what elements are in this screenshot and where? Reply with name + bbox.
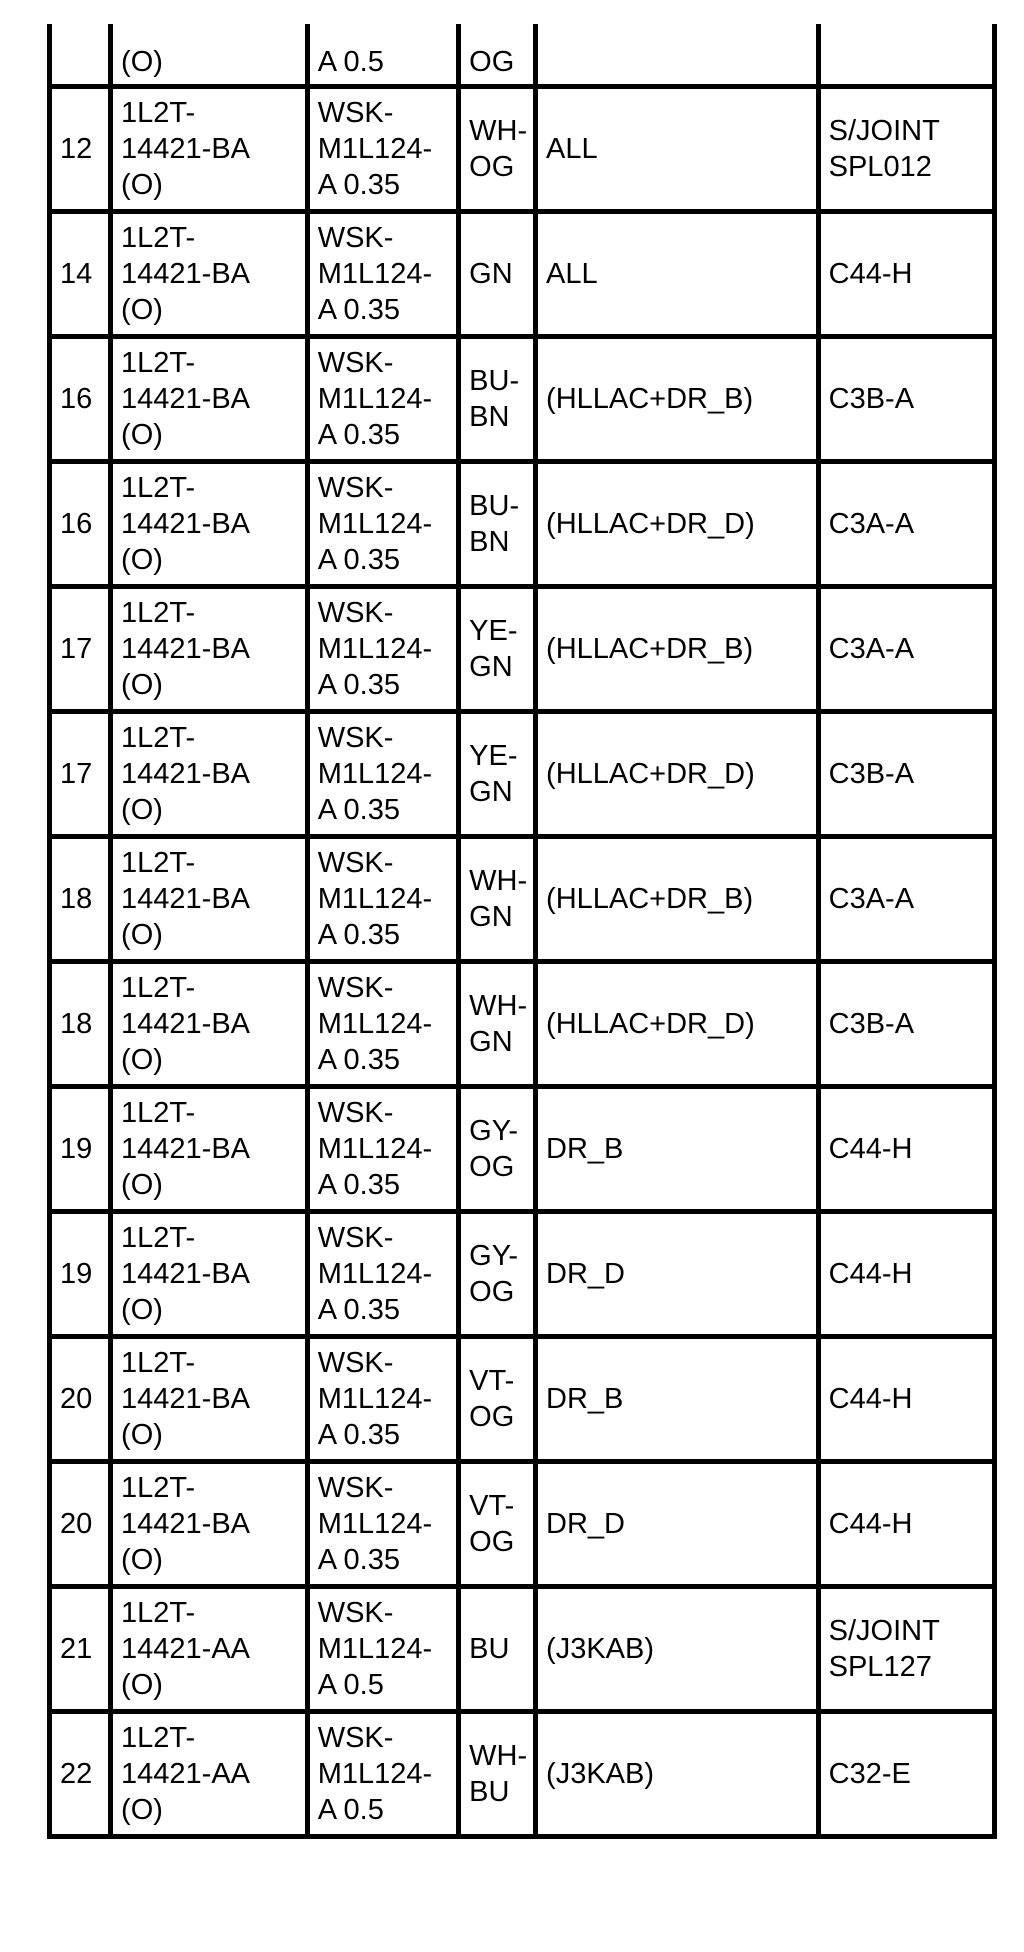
wire-spec-cell: WSK- M1L124- A 0.35	[307, 837, 458, 962]
circuit-cell: (HLLAC+DR_D)	[536, 962, 819, 1087]
destination-cell: C44-H	[818, 1337, 994, 1462]
circuit-cell: ALL	[536, 212, 819, 337]
wire-color-cell: YE- GN	[459, 712, 536, 837]
pin-cell: 12	[50, 87, 111, 212]
wire-spec-cell: WSK- M1L124- A 0.35	[307, 212, 458, 337]
table-row	[50, 712, 995, 837]
destination-cell: C32-E	[818, 1712, 994, 1837]
pin-cell: 18	[50, 837, 111, 962]
destination-cell	[818, 24, 994, 87]
table-row	[50, 87, 995, 212]
circuit-cell: (HLLAC+DR_B)	[536, 587, 819, 712]
wire-color-cell: BU- BN	[459, 462, 536, 587]
part-number-cell: 1L2T- 14421-BA (O)	[111, 212, 308, 337]
wire-color-cell: WH- BU	[459, 1712, 536, 1837]
circuit-cell: (HLLAC+DR_D)	[536, 712, 819, 837]
wire-color-cell: YE- GN	[459, 587, 536, 712]
pin-cell: 19	[50, 1212, 111, 1337]
destination-cell: C3A-A	[818, 587, 994, 712]
destination-cell: S/JOINT SPL127	[818, 1587, 994, 1712]
destination-cell: C3B-A	[818, 712, 994, 837]
part-number-cell: (O)	[111, 24, 308, 87]
circuit-cell: (HLLAC+DR_B)	[536, 337, 819, 462]
wire-color-cell: WH- OG	[459, 87, 536, 212]
circuit-cell: (J3KAB)	[536, 1587, 819, 1712]
destination-cell: C44-H	[818, 212, 994, 337]
wire-spec-cell: WSK- M1L124- A 0.35	[307, 337, 458, 462]
part-number-cell: 1L2T- 14421-BA (O)	[111, 1462, 308, 1587]
destination-cell: C3B-A	[818, 962, 994, 1087]
wire-spec-cell: WSK- M1L124- A 0.35	[307, 87, 458, 212]
wire-color-cell: OG	[459, 24, 536, 87]
wire-color-cell: WH- GN	[459, 837, 536, 962]
table-row	[50, 337, 995, 462]
table-row	[50, 24, 995, 87]
destination-cell: C3B-A	[818, 337, 994, 462]
circuit-cell: DR_B	[536, 1337, 819, 1462]
wire-spec-cell: WSK- M1L124- A 0.35	[307, 1462, 458, 1587]
part-number-cell: 1L2T- 14421-AA (O)	[111, 1587, 308, 1712]
pin-cell: 20	[50, 1337, 111, 1462]
wire-spec-cell: A 0.5	[307, 24, 458, 87]
circuit-cell: DR_D	[536, 1462, 819, 1587]
table-row	[50, 1462, 995, 1587]
table-row	[50, 587, 995, 712]
circuit-cell: (HLLAC+DR_D)	[536, 462, 819, 587]
pin-cell	[50, 24, 111, 87]
pin-cell: 21	[50, 1587, 111, 1712]
destination-cell: C3A-A	[818, 462, 994, 587]
wire-spec-cell: WSK- M1L124- A 0.35	[307, 1087, 458, 1212]
wire-spec-cell: WSK- M1L124- A 0.35	[307, 962, 458, 1087]
part-number-cell: 1L2T- 14421-BA (O)	[111, 462, 308, 587]
destination-cell: S/JOINT SPL012	[818, 87, 994, 212]
wire-color-cell: WH- GN	[459, 962, 536, 1087]
wire-color-cell: GN	[459, 212, 536, 337]
table-row	[50, 1212, 995, 1337]
table-row	[50, 212, 995, 337]
table-row	[50, 462, 995, 587]
destination-cell: C44-H	[818, 1212, 994, 1337]
part-number-cell: 1L2T- 14421-BA (O)	[111, 87, 308, 212]
wire-spec-cell: WSK- M1L124- A 0.35	[307, 1212, 458, 1337]
wire-spec-cell: WSK- M1L124- A 0.35	[307, 1337, 458, 1462]
part-number-cell: 1L2T- 14421-BA (O)	[111, 1337, 308, 1462]
pin-cell: 17	[50, 587, 111, 712]
destination-cell: C44-H	[818, 1462, 994, 1587]
part-number-cell: 1L2T- 14421-BA (O)	[111, 1087, 308, 1212]
wiring-table	[47, 24, 997, 1839]
table-row	[50, 1087, 995, 1212]
part-number-cell: 1L2T- 14421-BA (O)	[111, 1212, 308, 1337]
wire-spec-cell: WSK- M1L124- A 0.5	[307, 1712, 458, 1837]
wiring-table-body	[50, 24, 995, 1837]
table-row	[50, 1587, 995, 1712]
part-number-cell: 1L2T- 14421-BA (O)	[111, 712, 308, 837]
pin-cell: 14	[50, 212, 111, 337]
pin-cell: 22	[50, 1712, 111, 1837]
part-number-cell: 1L2T- 14421-BA (O)	[111, 337, 308, 462]
wire-color-cell: GY- OG	[459, 1212, 536, 1337]
part-number-cell: 1L2T- 14421-AA (O)	[111, 1712, 308, 1837]
destination-cell: C3A-A	[818, 837, 994, 962]
pin-cell: 18	[50, 962, 111, 1087]
wire-spec-cell: WSK- M1L124- A 0.5	[307, 1587, 458, 1712]
part-number-cell: 1L2T- 14421-BA (O)	[111, 837, 308, 962]
wire-color-cell: BU- BN	[459, 337, 536, 462]
wire-spec-cell: WSK- M1L124- A 0.35	[307, 462, 458, 587]
wire-color-cell: VT- OG	[459, 1337, 536, 1462]
destination-cell: C44-H	[818, 1087, 994, 1212]
wire-spec-cell: WSK- M1L124- A 0.35	[307, 587, 458, 712]
wire-color-cell: GY- OG	[459, 1087, 536, 1212]
circuit-cell: DR_B	[536, 1087, 819, 1212]
table-row	[50, 962, 995, 1087]
pin-cell: 17	[50, 712, 111, 837]
wire-spec-cell: WSK- M1L124- A 0.35	[307, 712, 458, 837]
wire-color-cell: BU	[459, 1587, 536, 1712]
pin-cell: 19	[50, 1087, 111, 1212]
table-row	[50, 1712, 995, 1837]
circuit-cell: DR_D	[536, 1212, 819, 1337]
table-row	[50, 1337, 995, 1462]
pin-cell: 20	[50, 1462, 111, 1587]
circuit-cell: ALL	[536, 87, 819, 212]
table-row	[50, 837, 995, 962]
wire-color-cell: VT- OG	[459, 1462, 536, 1587]
pin-cell: 16	[50, 337, 111, 462]
circuit-cell: (J3KAB)	[536, 1712, 819, 1837]
part-number-cell: 1L2T- 14421-BA (O)	[111, 962, 308, 1087]
pin-cell: 16	[50, 462, 111, 587]
circuit-cell	[536, 24, 819, 87]
circuit-cell: (HLLAC+DR_B)	[536, 837, 819, 962]
part-number-cell: 1L2T- 14421-BA (O)	[111, 587, 308, 712]
